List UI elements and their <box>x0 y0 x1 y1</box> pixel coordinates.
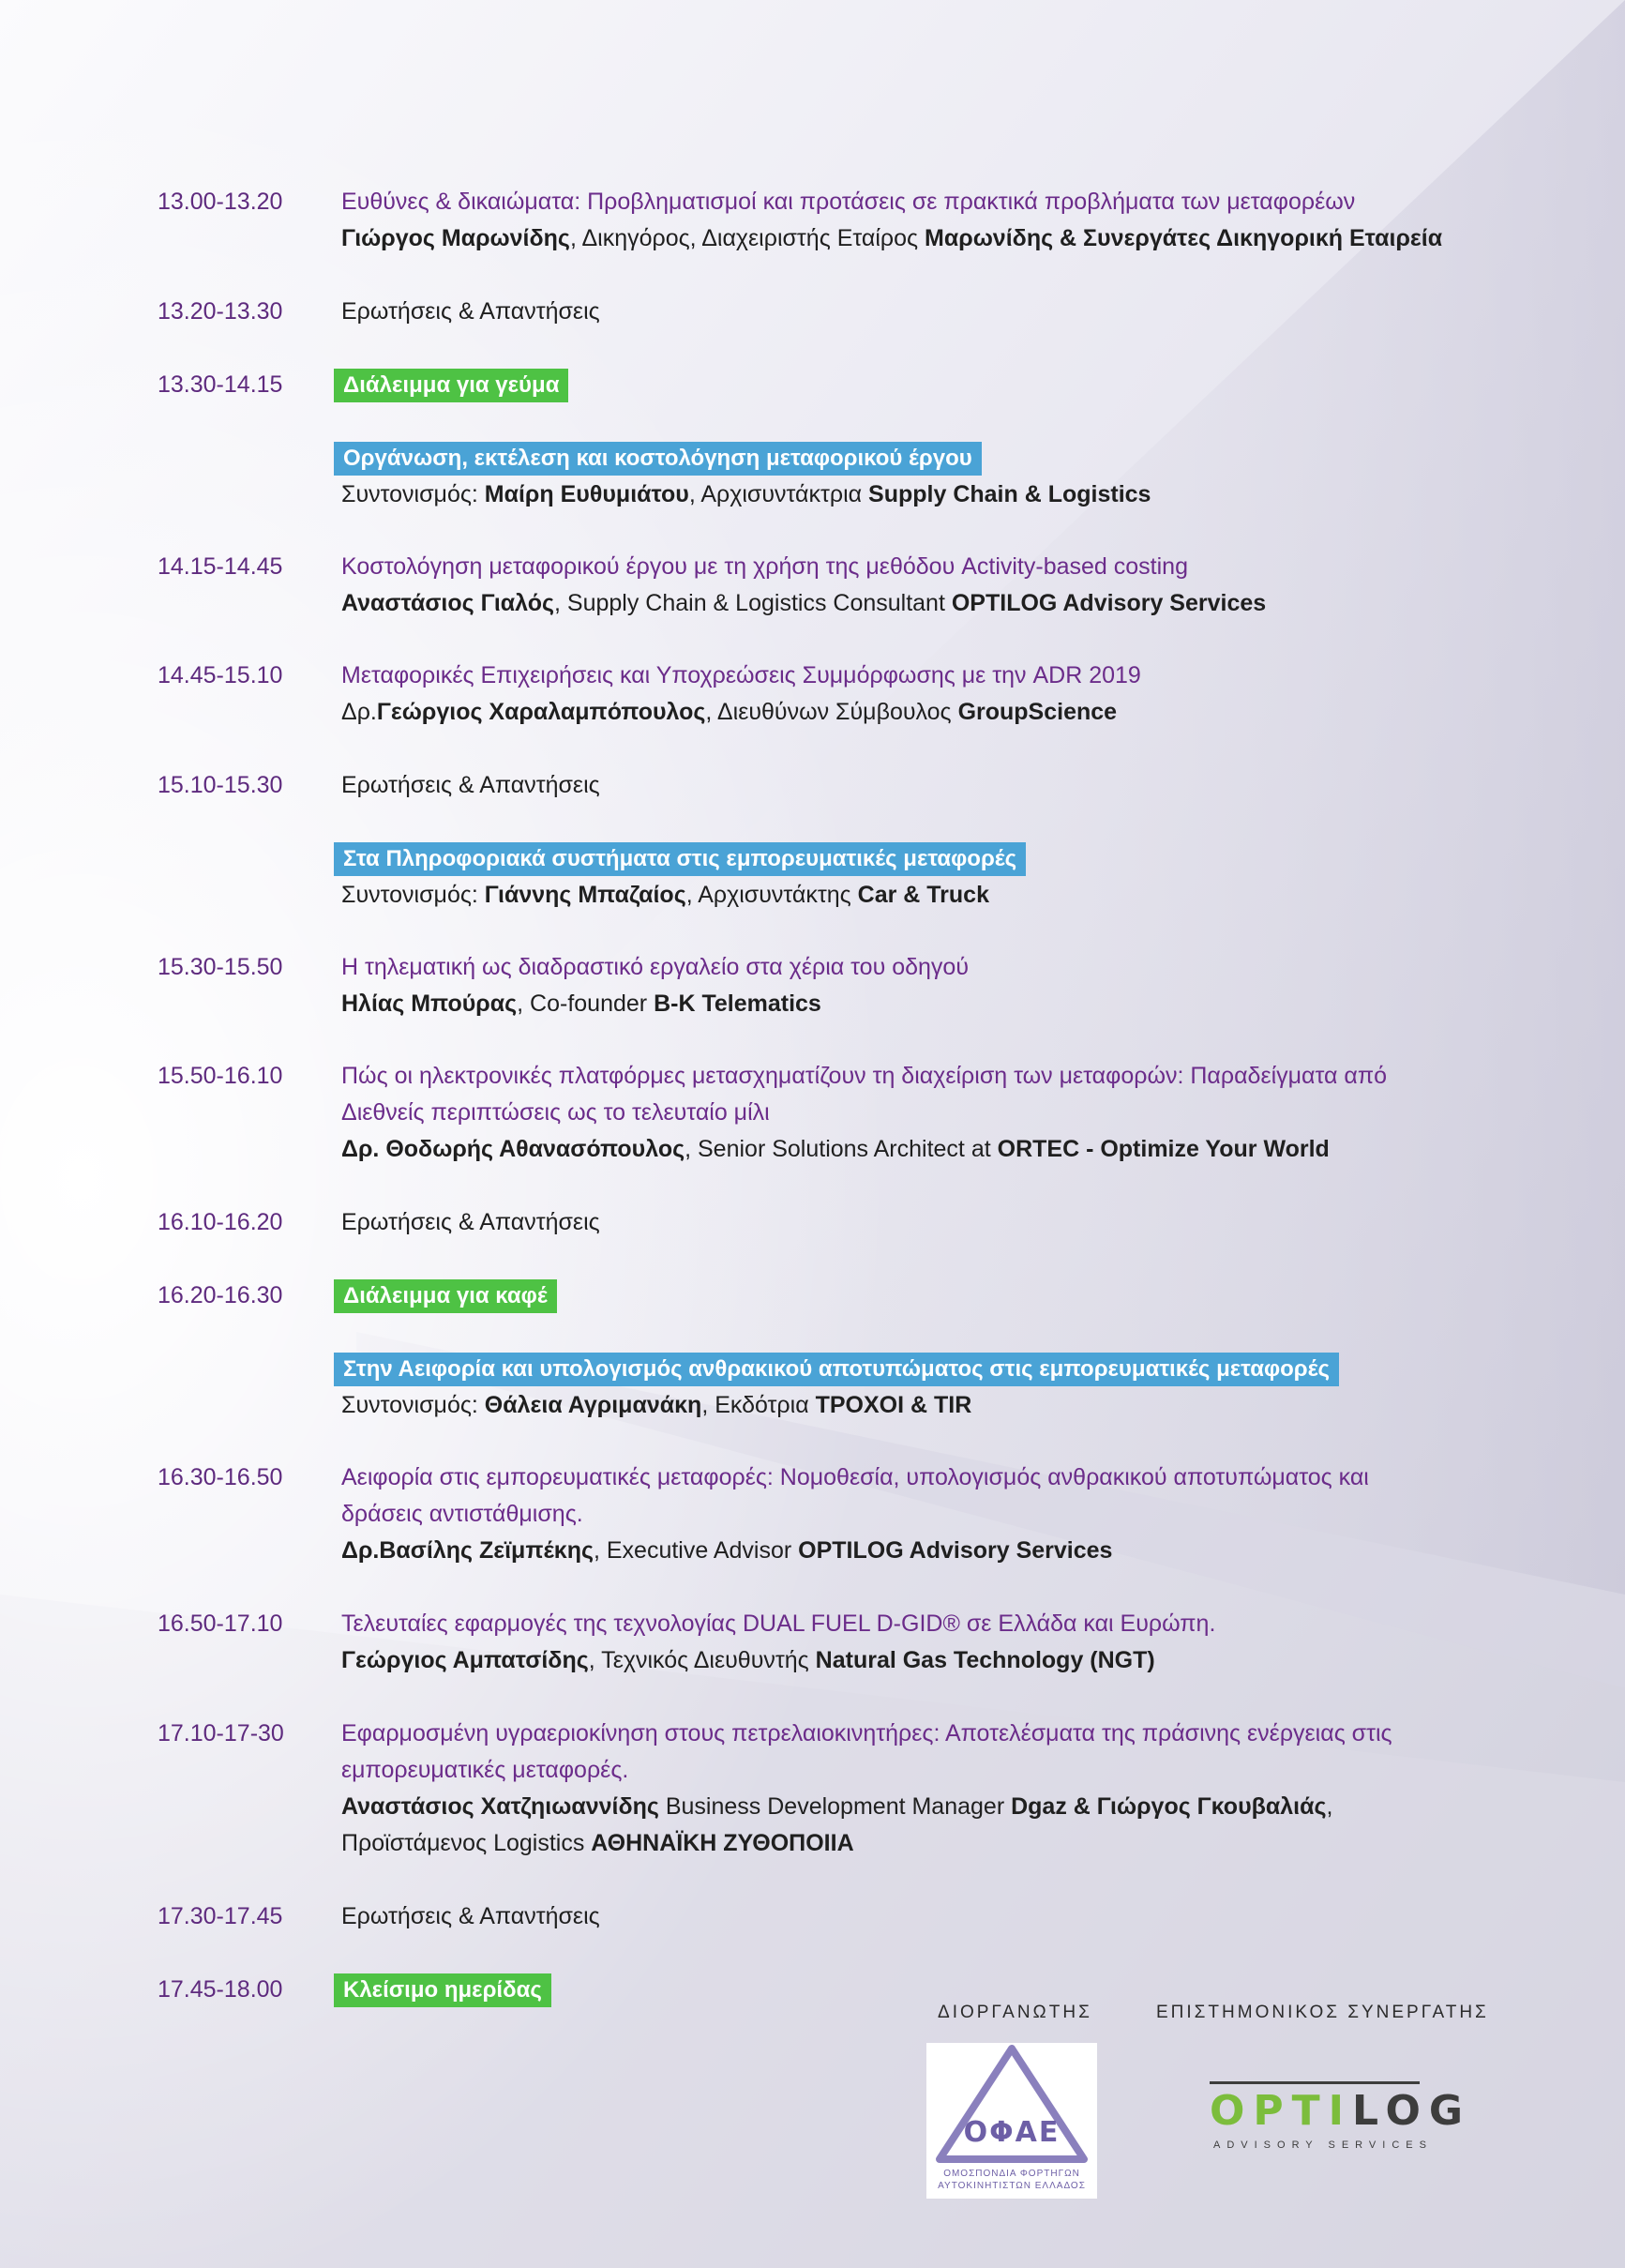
talk-title: Ευθύνες & δικαιώματα: Προβληματισμοί και προτάσεις σε πρακτικά προβλήματα των μεταφορέων <box>341 189 1356 215</box>
talk-title: Η τηλεματική ως διαδραστικό εργαλείο στα χέρια του οδηγού <box>341 954 969 980</box>
time-slot: 16.10-16.20 <box>158 1209 283 1235</box>
talk-title: Πώς οι ηλεκτρονικές πλατφόρμες μετασχηματίζουν τη διαχείριση των μεταφορών: Παραδείγματα από <box>341 1063 1388 1089</box>
speaker-line: Γεώργιος Αμπατσίδης, Τεχνικός Διευθυντής Natural Gas Technology (NGT) <box>341 1647 1155 1673</box>
time-slot: 16.30-16.50 <box>158 1464 283 1490</box>
time-slot: 15.10-15.30 <box>158 772 283 798</box>
time-slot: 17.10-17-30 <box>158 1720 284 1746</box>
moderator-line: Συντονισμός: Γιάννης Μπαζαίος, Αρχισυντάκτης Car & Truck <box>341 882 989 908</box>
talk-title: Αειφορία στις εμπορευματικές μεταφορές: Νομοθεσία, υπολογισμός ανθρακικού αποτυπώματος και <box>341 1464 1369 1490</box>
time-slot: 16.20-16.30 <box>158 1282 283 1308</box>
time-slot: 17.45-18.00 <box>158 1976 283 2003</box>
time-slot: 13.20-13.30 <box>158 298 283 325</box>
talk-title: Κοστολόγηση μεταφορικού έργου με τη χρήση της μεθόδου Activity-based costing <box>341 553 1188 580</box>
talk-title-line2: εμπορευματικές μεταφορές. <box>341 1757 629 1783</box>
qa-label: Ερωτήσεις & Απαντήσεις <box>341 772 600 798</box>
session-title-badge: Στην Αειφορία και υπολογισμός ανθρακικού αποτυπώματος στις εμπορευματικές μεταφορές <box>334 1353 1339 1386</box>
speaker-line: Αναστάσιος Γιαλός, Supply Chain & Logistics Consultant OPTILOG Advisory Services <box>341 590 1267 616</box>
qa-label: Ερωτήσεις & Απαντήσεις <box>341 1903 600 1929</box>
optilog-logo <box>1210 2087 1472 2162</box>
speaker-line: Αναστάσιος Χατζηιωαννίδης Business Development Manager Dgaz & Γιώργος Γκουβαλιάς, <box>341 1793 1333 1820</box>
time-slot: 14.45-15.10 <box>158 662 283 688</box>
time-slot: 17.30-17.45 <box>158 1903 283 1929</box>
talk-title: Τελευταίες εφαρμογές της τεχνολογίας DUAL FUEL D-GID® σε Ελλάδα και Ευρώπη. <box>341 1610 1216 1637</box>
optilog-wordmark: OPTILOG <box>1210 2087 1472 2135</box>
ofae-sub-text-2: ΑΥΤΟΚΙΝΗΤΙΣΤΩΝ ΕΛΛΑΔΟΣ <box>938 2181 1086 2191</box>
speaker-line: Γιώργος Μαρωνίδης, Δικηγόρος, Διαχειριστής Εταίρος Μαρωνίδης & Συνεργάτες Δικηγορική Εταιρεία <box>341 225 1443 251</box>
talk-title: Εφαρμοσμένη υγραεριοκίνηση στους πετρελαιοκινητήρες: Αποτελέσματα της πράσινης ενέργειας στις <box>341 1720 1392 1746</box>
talk-title-line2: δράσεις αντιστάθμισης. <box>341 1501 583 1527</box>
time-slot: 13.00-13.20 <box>158 189 283 215</box>
talk-title: Μεταφορικές Επιχειρήσεις και Υποχρεώσεις Συμμόρφωσης με την ADR 2019 <box>341 662 1141 688</box>
speaker-line: Δρ. Θοδωρής Αθανασόπουλος, Senior Solutions Architect at ORTEC - Optimize Your World <box>341 1136 1330 1162</box>
optilog-tagline: ADVISORY SERVICES <box>1213 2139 1433 2151</box>
speaker-line-2: Προϊστάμενος Logistics ΑΘΗΝΑΪΚΗ ΖΥΘΟΠΟΙΙΑ <box>341 1830 854 1856</box>
time-slot: 14.15-14.45 <box>158 553 283 580</box>
ofae-sub-text-1: ΟΜΟΣΠΟΝΔΙΑ ΦΟΡΤΗΓΩΝ <box>943 2169 1080 2179</box>
optilog-rule <box>1210 2081 1420 2084</box>
speaker-line: Δρ.Βασίλης Ζεϊμπέκης, Executive Advisor OPTILOG Advisory Services <box>341 1537 1113 1564</box>
time-slot: 16.50-17.10 <box>158 1610 283 1637</box>
ofae-logo <box>926 2043 1097 2199</box>
time-slot: 13.30-14.15 <box>158 371 283 398</box>
talk-title-line2: Διεθνείς περιπτώσεις ως το τελευταίο μίλι <box>341 1099 770 1126</box>
speaker-line: Ηλίας Μπούρας, Co-founder B-K Telematics <box>341 990 821 1017</box>
qa-label: Ερωτήσεις & Απαντήσεις <box>341 298 600 325</box>
moderator-line: Συντονισμός: Θάλεια Αγριμανάκη, Εκδότρια ΤΡΟΧΟΙ & TIR <box>341 1392 972 1418</box>
closing-badge: Κλείσιμο ημερίδας <box>334 1973 551 2007</box>
qa-label: Ερωτήσεις & Απαντήσεις <box>341 1209 600 1235</box>
ofae-logo-text: ΟΦΑΕ <box>963 2116 1061 2149</box>
organizer-label: ΔΙΟΡΓΑΝΩΤΗΣ <box>938 2003 1092 2022</box>
time-slot: 15.30-15.50 <box>158 954 283 980</box>
speaker-line: Δρ.Γεώργιος Χαραλαμπόπουλος, Διευθύνων Σύμβουλος GroupScience <box>341 699 1118 725</box>
break-badge: Διάλειμμα για γεύμα <box>334 369 568 402</box>
time-slot: 15.50-16.10 <box>158 1063 283 1089</box>
session-title-badge: Οργάνωση, εκτέλεση και κοστολόγηση μεταφορικού έργου <box>334 442 982 476</box>
partner-label: ΕΠΙΣΤΗΜΟΝΙΚΟΣ ΣΥΝΕΡΓΑΤΗΣ <box>1156 2003 1489 2022</box>
session-title-badge: Στα Πληροφοριακά συστήματα στις εμπορευματικές μεταφορές <box>334 842 1026 876</box>
moderator-line: Συντονισμός: Μαίρη Ευθυμιάτου, Αρχισυντάκτρια Supply Chain & Logistics <box>341 481 1151 507</box>
break-badge: Διάλειμμα για καφέ <box>334 1279 557 1313</box>
